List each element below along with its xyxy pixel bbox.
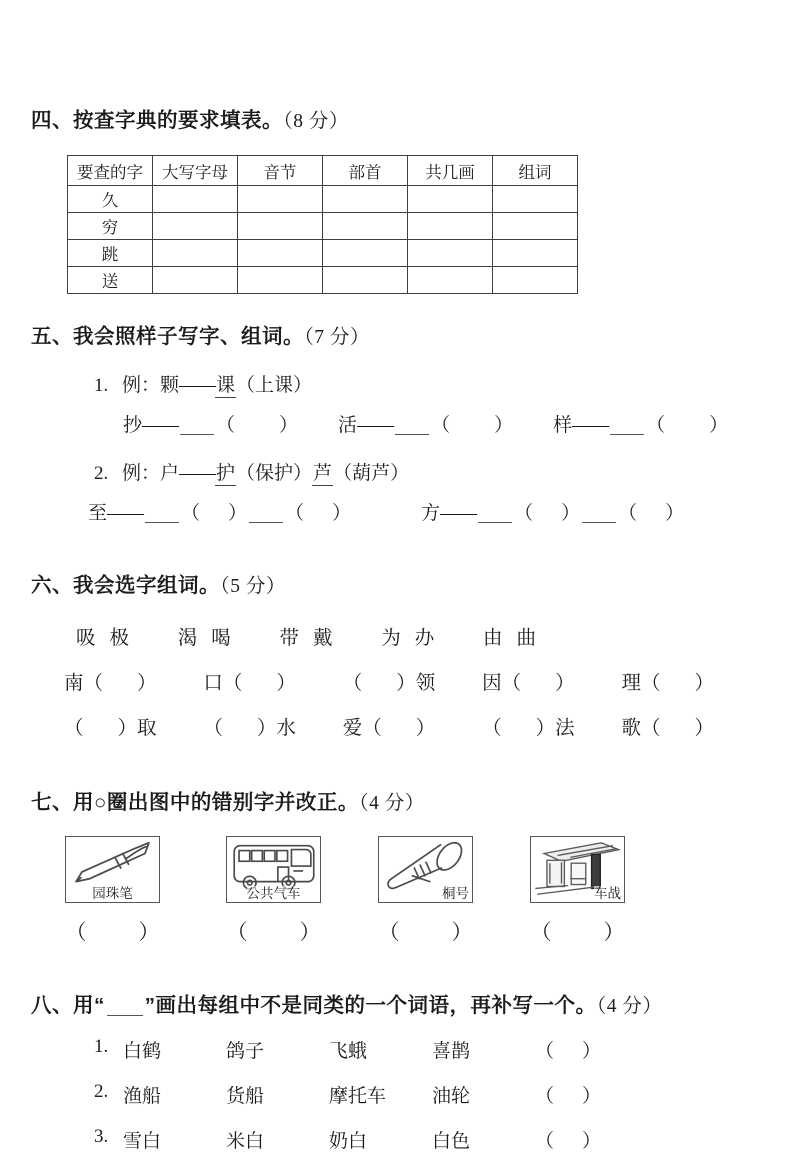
character-pair: 渴 喝 xyxy=(177,628,231,649)
section4-title: 四、按查字典的要求填表。 xyxy=(31,109,283,132)
long-dash: —— xyxy=(440,503,477,524)
table-cell-empty xyxy=(408,240,493,267)
picture-caption: 桐号 xyxy=(442,886,469,901)
paren-open: （ xyxy=(216,415,236,436)
table-cell-empty xyxy=(323,267,408,294)
word-item: 鸽子 xyxy=(226,1041,265,1062)
section-6-choose-character xyxy=(31,568,743,740)
table-cell-empty xyxy=(153,213,238,240)
table-character-cell: 久 xyxy=(68,186,153,213)
character-pair: 由 曲 xyxy=(482,628,536,649)
picture-caption: 公共气车 xyxy=(246,886,301,901)
picture-row xyxy=(65,836,743,946)
table-header-cell: 要查的字 xyxy=(68,156,153,186)
character-pair: 吸 极 xyxy=(76,628,130,649)
table-header-cell: 组词 xyxy=(493,156,578,186)
table-row xyxy=(68,240,578,267)
table-cell-empty xyxy=(238,186,323,213)
fill-group xyxy=(123,410,298,437)
picture-frame xyxy=(530,836,625,903)
table-character-cell: 穷 xyxy=(68,213,153,240)
example-answer-word: 护 xyxy=(216,463,236,484)
answer-parentheses: （ ） xyxy=(535,1131,602,1152)
table-cell-empty xyxy=(153,186,238,213)
fill-group xyxy=(338,410,513,437)
paren-open: （ xyxy=(431,415,451,436)
paren-close: ） xyxy=(494,415,514,436)
section7-heading xyxy=(31,785,743,815)
picture-caption: 车战 xyxy=(594,886,621,901)
table-cell-empty xyxy=(323,186,408,213)
source-character: 样 xyxy=(553,415,573,436)
long-dash: —— xyxy=(572,415,609,436)
section5-heading xyxy=(31,319,743,349)
word-item: 白鹤 xyxy=(123,1041,162,1062)
character-pair: 带 戴 xyxy=(279,628,333,649)
table-cell-empty xyxy=(493,267,578,294)
answer-parentheses: （ ） xyxy=(535,1041,602,1062)
source-character: 活 xyxy=(338,415,358,436)
picture-frame xyxy=(378,836,473,903)
section5-score: （7 分） xyxy=(304,327,370,348)
choice-item: （ ）水 xyxy=(203,718,296,739)
paren-open: （ xyxy=(514,503,534,524)
table-cell-empty xyxy=(493,213,578,240)
picture-item-bus xyxy=(226,836,321,946)
picture-frame xyxy=(65,836,160,903)
section8-title-pre: 八、用“ xyxy=(31,994,105,1017)
long-dash: —— xyxy=(357,415,394,436)
example-text: （葫芦） xyxy=(333,463,410,484)
item-number: 3. xyxy=(94,1126,109,1147)
word-item: 白色 xyxy=(432,1131,471,1152)
picture-item-trumpet xyxy=(378,836,473,946)
word-group-row xyxy=(94,1036,743,1063)
paren-close: ） xyxy=(228,503,248,524)
table-cell-empty xyxy=(323,213,408,240)
example-text: 例：户 xyxy=(122,463,180,484)
word-group-row xyxy=(94,1126,743,1153)
table-header-row xyxy=(68,156,578,186)
correction-parentheses: （ ） xyxy=(65,920,160,944)
section6-title: 六、我会选字组词。 xyxy=(31,574,220,597)
correction-parentheses: （ ） xyxy=(378,920,473,944)
long-dash: —— xyxy=(179,463,216,484)
choice-item: 理（ ） xyxy=(621,673,714,694)
long-dash: —— xyxy=(142,415,179,436)
section-5-word-building xyxy=(31,319,743,525)
word-item: 喜鹊 xyxy=(432,1041,471,1062)
section8-score: （4 分） xyxy=(596,996,663,1017)
choice-row-2 xyxy=(64,712,714,740)
word-item: 油轮 xyxy=(432,1086,471,1107)
table-cell-empty xyxy=(493,240,578,267)
picture-item-pen xyxy=(65,836,160,946)
long-dash: —— xyxy=(179,375,216,396)
choice-item: 因（ ） xyxy=(482,673,575,694)
source-character: 抄 xyxy=(123,415,143,436)
section4-heading xyxy=(31,103,743,133)
fill-group xyxy=(553,410,728,437)
exercise-line-1 xyxy=(123,410,743,437)
correction-parentheses: （ ） xyxy=(530,920,625,944)
choice-item: （ ）法 xyxy=(482,718,575,739)
choice-row-1 xyxy=(64,667,714,695)
table-cell-empty xyxy=(238,213,323,240)
choice-item: 南（ ） xyxy=(64,673,157,694)
example-text: （上课） xyxy=(236,375,313,396)
example-text: （保护） xyxy=(236,463,313,484)
word-item: 摩托车 xyxy=(329,1086,387,1107)
picture-caption: 园珠笔 xyxy=(92,886,133,901)
table-cell-empty xyxy=(238,240,323,267)
paren-open: （ xyxy=(285,503,305,524)
section4-score: （8 分） xyxy=(283,111,349,132)
character-pair: 为 办 xyxy=(381,628,435,649)
dictionary-lookup-table xyxy=(67,155,578,294)
answer-blank xyxy=(249,503,283,523)
quoted-blank-line xyxy=(107,994,143,1016)
paren-close: ） xyxy=(709,415,729,436)
character-pairs-row xyxy=(76,622,536,650)
table-header-cell: 部首 xyxy=(323,156,408,186)
section-7-wrong-characters xyxy=(31,785,743,946)
table-row xyxy=(68,186,578,213)
section8-title-post: ”画出每组中不是同类的一个词语，再补写一个。 xyxy=(144,994,597,1017)
example-answer-word: 课 xyxy=(216,375,236,396)
word-item: 米白 xyxy=(226,1131,265,1152)
table-cell-empty xyxy=(408,267,493,294)
example-line-1 xyxy=(94,370,743,397)
example-text: 例：颗 xyxy=(122,375,180,396)
item-number: 1. xyxy=(94,375,109,396)
table-cell-empty xyxy=(408,213,493,240)
word-item: 渔船 xyxy=(123,1086,162,1107)
table-character-cell: 跳 xyxy=(68,240,153,267)
paren-open: （ xyxy=(181,503,201,524)
item-number: 2. xyxy=(94,463,109,484)
table-cell-empty xyxy=(238,267,323,294)
section6-score: （5 分） xyxy=(220,576,286,597)
item-number: 2. xyxy=(94,1081,109,1102)
word-item: 奶白 xyxy=(329,1131,368,1152)
section-4-dictionary xyxy=(31,103,743,294)
answer-blank xyxy=(582,503,616,523)
source-character: 方 xyxy=(421,503,441,524)
table-header-cell: 共几画 xyxy=(408,156,493,186)
paren-close: ） xyxy=(561,503,581,524)
choice-item: 歌（ ） xyxy=(621,718,714,739)
paren-close: ） xyxy=(665,503,685,524)
source-character: 至 xyxy=(88,503,108,524)
correction-parentheses: （ ） xyxy=(226,920,321,944)
example-answer-word: 芦 xyxy=(313,463,333,484)
word-item: 雪白 xyxy=(123,1131,162,1152)
exercise-line-2 xyxy=(88,498,743,525)
table-cell-empty xyxy=(408,186,493,213)
table-cell-empty xyxy=(493,186,578,213)
section6-heading xyxy=(31,568,743,598)
answer-blank xyxy=(180,415,214,435)
example-line-2 xyxy=(94,458,743,485)
fill-group xyxy=(421,498,684,525)
answer-blank xyxy=(145,503,179,523)
table-header-cell: 音节 xyxy=(238,156,323,186)
item-number: 1. xyxy=(94,1036,109,1057)
picture-frame xyxy=(226,836,321,903)
paren-open: （ xyxy=(618,503,638,524)
section7-title: 七、用○圈出图中的错别字并改正。 xyxy=(31,791,359,814)
word-item: 货船 xyxy=(226,1086,265,1107)
table-cell-empty xyxy=(153,267,238,294)
answer-blank xyxy=(395,415,429,435)
choice-item: （ ）取 xyxy=(64,718,157,739)
table-header-cell: 大写字母 xyxy=(153,156,238,186)
paren-open: （ xyxy=(646,415,666,436)
fill-group xyxy=(88,498,351,525)
word-group-row xyxy=(94,1081,743,1108)
choice-item: （ ）领 xyxy=(342,673,436,694)
table-row xyxy=(68,267,578,294)
table-cell-empty xyxy=(323,240,408,267)
answer-blank xyxy=(478,503,512,523)
section8-heading xyxy=(31,988,743,1018)
section7-score: （4 分） xyxy=(358,793,425,814)
section-8-odd-one-out xyxy=(31,988,743,1153)
table-row xyxy=(68,213,578,240)
choice-item: 爱（ ） xyxy=(342,718,436,739)
word-item: 飞蛾 xyxy=(329,1041,368,1062)
long-dash: —— xyxy=(107,503,144,524)
answer-parentheses: （ ） xyxy=(535,1086,602,1107)
paren-close: ） xyxy=(332,503,352,524)
paren-close: ） xyxy=(279,415,299,436)
section5-title: 五、我会照样子写字、组词。 xyxy=(31,325,304,348)
choice-item: 口（ ） xyxy=(203,673,296,694)
picture-item-bus-stop xyxy=(530,836,625,946)
table-character-cell: 送 xyxy=(68,267,153,294)
answer-blank xyxy=(610,415,644,435)
table-cell-empty xyxy=(153,240,238,267)
